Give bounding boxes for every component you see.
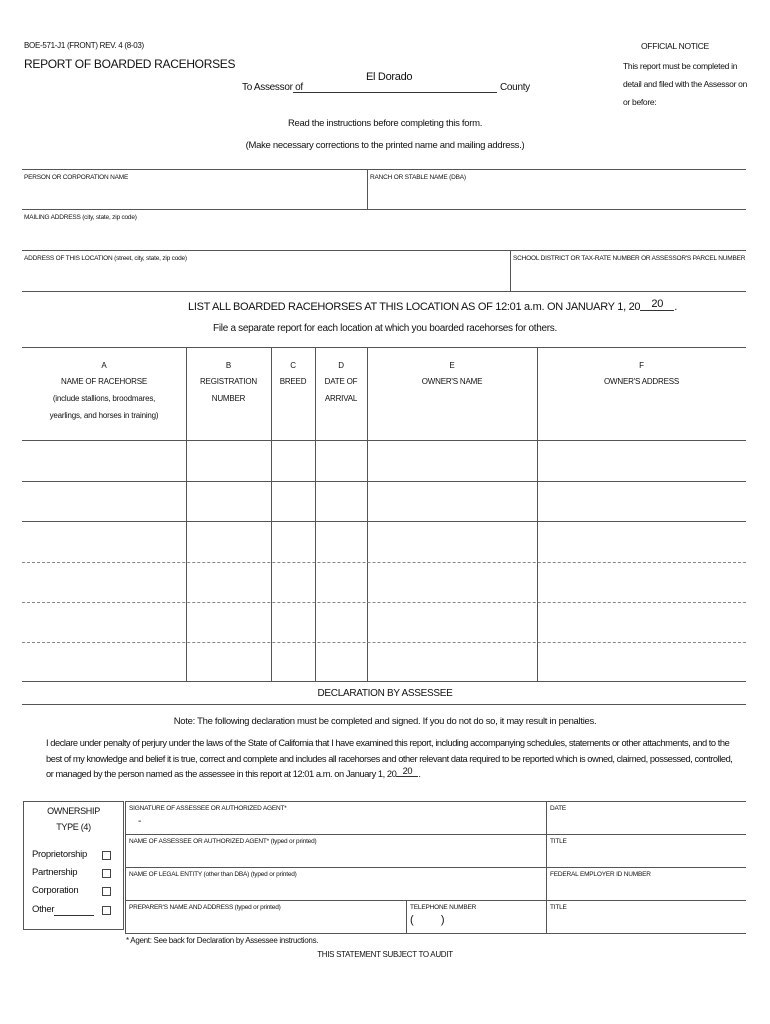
declaration-last-line xyxy=(46,766,421,780)
list-year[interactable]: 20 xyxy=(640,298,674,311)
column-label: yearlings, and horses in training) xyxy=(49,411,159,420)
column-label: OWNER'S ADDRESS xyxy=(604,377,679,386)
official-notice-line: or before: xyxy=(623,97,657,107)
declaration-line: I declare under penalty of perjury under the laws of the State of California that I have examined this report, including accompanying schedules, statements or other attachments, and to the xyxy=(46,738,730,748)
title-field-2[interactable]: TITLE xyxy=(550,904,567,911)
instructions-line-2: (Make necessary corrections to the printed name and mailing address.) xyxy=(245,140,525,151)
signature-value: - xyxy=(138,816,142,827)
table-row[interactable] xyxy=(22,681,746,682)
signature-field[interactable]: SIGNATURE OF ASSESSEE OR AUTHORIZED AGENT* xyxy=(129,805,287,812)
mailing-address-field[interactable]: MAILING ADDRESS (city, state, zip code) xyxy=(24,214,137,221)
county-value[interactable]: El Dorado xyxy=(366,71,413,83)
declaration-line: or managed by the person named as the assessee in this report at 12:01 a.m. on January 1, 20 xyxy=(46,769,397,779)
date-field[interactable]: DATE xyxy=(550,805,567,812)
column-label: NUMBER xyxy=(211,394,246,403)
county-line xyxy=(293,92,497,93)
corporation-checkbox[interactable] xyxy=(102,887,111,896)
to-assessor-label: To Assessor of xyxy=(242,82,303,93)
official-notice-line: This report must be completed in xyxy=(623,61,738,71)
proprietorship-checkbox[interactable] xyxy=(102,851,111,860)
table-row[interactable] xyxy=(22,562,746,563)
official-notice-line: detail and filed with the Assessor on xyxy=(623,79,748,89)
table-row[interactable] xyxy=(22,440,746,441)
column-letter: D xyxy=(338,361,344,370)
location-address-field[interactable]: ADDRESS OF THIS LOCATION (street, city, state, zip code) xyxy=(24,255,187,262)
column-letter: A xyxy=(101,361,107,370)
county-label: County xyxy=(500,82,530,93)
form-code: BOE-571-J1 (FRONT) REV. 4 (8-03) xyxy=(24,41,144,50)
column-label: (include stallions, broodmares, xyxy=(52,394,156,403)
list-heading xyxy=(188,298,677,314)
column-label: DATE OF xyxy=(324,377,358,386)
audit-notice: THIS STATEMENT SUBJECT TO AUDIT xyxy=(317,950,453,959)
list-subheading: File a separate report for each location at which you boarded racehorses for others. xyxy=(213,323,557,334)
telephone-field[interactable]: TELEPHONE NUMBER xyxy=(410,904,477,911)
ownership-option-proprietorship: Proprietorship xyxy=(32,849,87,860)
ranch-name-field[interactable]: RANCH OR STABLE NAME (DBA) xyxy=(370,174,466,181)
declaration-year[interactable]: 20 xyxy=(396,766,418,777)
column-label: OWNER'S NAME xyxy=(421,377,483,386)
instructions-line-1: Read the instructions before completing this form. xyxy=(287,118,483,129)
declaration-heading: DECLARATION BY ASSESSEE xyxy=(317,688,453,699)
column-label: ARRIVAL xyxy=(324,394,358,403)
declaration-line: best of my knowledge and belief it is true, correct and complete and includes all racehorses and other relevant data required to be reported which is owned, claimed, possessed, controlled, xyxy=(46,754,733,764)
column-letter: B xyxy=(225,361,232,370)
fein-field[interactable]: FEDERAL EMPLOYER ID NUMBER xyxy=(550,871,651,878)
list-period: . xyxy=(674,301,677,313)
preparer-field[interactable]: PREPARER'S NAME AND ADDRESS (typed or printed) xyxy=(129,904,281,911)
agent-note: * Agent: See back for Declaration by Assessee instructions. xyxy=(126,936,319,945)
telephone-value: ( ) xyxy=(410,914,445,926)
column-label: BREED xyxy=(279,377,307,386)
column-letter: C xyxy=(290,361,296,370)
declaration-note: Note: The following declaration must be completed and signed. If you do not do so, it may result in penalties. xyxy=(173,716,597,727)
legal-entity-field[interactable]: NAME OF LEGAL ENTITY (other than DBA) (typed or printed) xyxy=(129,871,297,878)
title-field[interactable]: TITLE xyxy=(550,838,567,845)
table-row[interactable] xyxy=(22,602,746,603)
official-notice-heading: OFFICIAL NOTICE xyxy=(641,41,709,51)
list-heading-text: LIST ALL BOARDED RACEHORSES AT THIS LOCATION AS OF 12:01 a.m. ON JANUARY 1, 20 xyxy=(188,301,641,313)
person-name-field[interactable]: PERSON OR CORPORATION NAME xyxy=(24,174,129,181)
partnership-checkbox[interactable] xyxy=(102,869,111,878)
other-checkbox[interactable] xyxy=(102,906,111,915)
ownership-option-corporation: Corporation xyxy=(32,885,79,896)
declaration-period: . xyxy=(418,769,421,779)
column-letter: F xyxy=(639,361,644,370)
other-text-line[interactable] xyxy=(54,915,94,916)
table-row[interactable] xyxy=(22,521,746,522)
column-label: NAME OF RACEHORSE xyxy=(61,377,147,386)
ownership-option-other: Other xyxy=(32,904,55,915)
agent-name-field[interactable]: NAME OF ASSESSEE OR AUTHORIZED AGENT* (typed or printed) xyxy=(129,838,317,845)
form-title: REPORT OF BOARDED RACEHORSES xyxy=(24,57,236,71)
table-row[interactable] xyxy=(22,642,746,643)
column-label: REGISTRATION xyxy=(199,377,257,386)
table-row[interactable] xyxy=(22,481,746,482)
ownership-title: TYPE (4) xyxy=(56,822,91,832)
column-letter: E xyxy=(449,361,455,370)
ownership-title: OWNERSHIP xyxy=(47,806,100,816)
ownership-option-partnership: Partnership xyxy=(32,867,78,878)
school-district-field[interactable]: SCHOOL DISTRICT OR TAX-RATE NUMBER OR ASSESSOR'S PARCEL NUMBER xyxy=(513,255,746,262)
